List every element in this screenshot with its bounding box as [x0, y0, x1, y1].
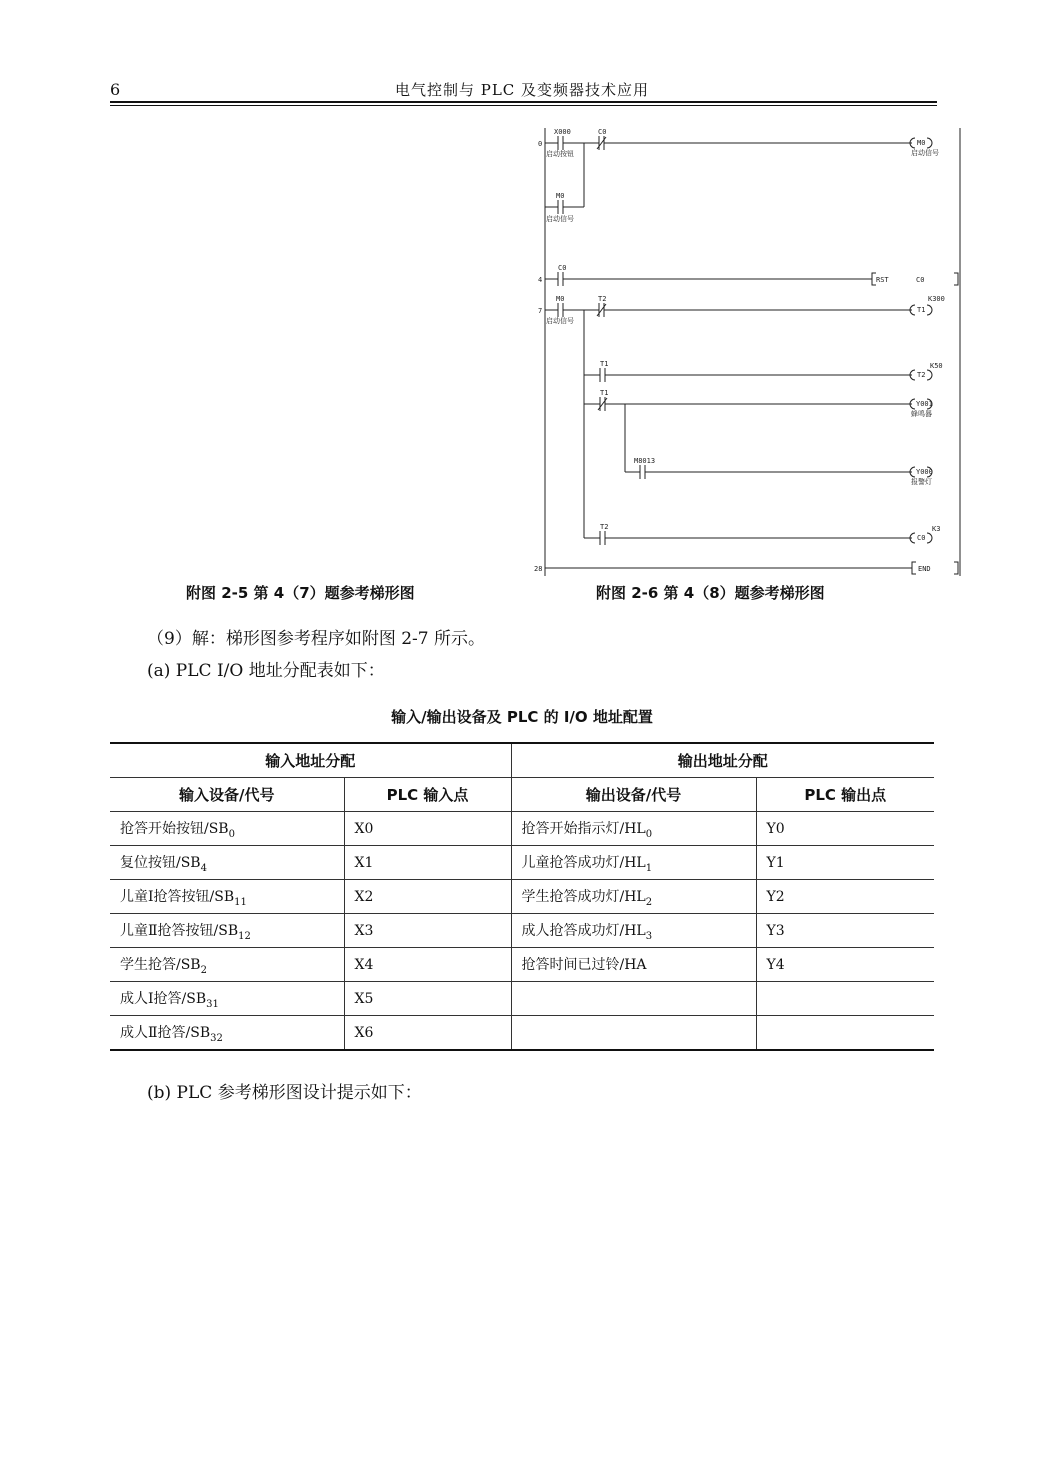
input-point-cell: X6: [344, 1016, 511, 1051]
table-title: 输入/输出设备及 PLC 的 I/O 地址配置: [391, 708, 653, 726]
output-point-cell: Y1: [756, 846, 934, 880]
table-row: [110, 948, 934, 982]
table-group-header-row: [110, 743, 934, 778]
contact-m8013-label: M8013: [634, 457, 656, 465]
input-device-cell-subscript: 11: [234, 896, 247, 908]
coil-m0-comment: 启动信号: [911, 149, 939, 157]
column-header-plc-input: PLC 输入点: [344, 778, 511, 812]
contact-x000-comment: 启动按钮: [546, 150, 574, 158]
input-group-header: 输入地址分配: [110, 743, 511, 778]
input-device-cell: [110, 1016, 344, 1051]
input-device-cell-text: 成人Ⅰ抢答/SB: [120, 990, 207, 1007]
page-number: 6: [110, 80, 121, 99]
input-device-cell-text: 抢答开始按钮/SB: [120, 820, 229, 837]
output-device-cell-text: 抢答时间已过铃/HA: [521, 956, 647, 973]
ladder-diagram: [530, 124, 970, 584]
output-device-cell-subscript: 1: [645, 862, 653, 874]
contact-c0-no-label: C0: [558, 264, 567, 272]
coil-y000-label: Y000: [916, 468, 933, 476]
instr-rst-label: RST: [876, 276, 889, 284]
contact-x000-label: X000: [554, 128, 571, 136]
output-device-cell-text: 成人抢答成功灯/HL: [521, 922, 646, 939]
output-point-cell: Y4: [756, 948, 934, 982]
ladder-step-0: 0: [538, 140, 543, 148]
coil-c0-k: K3: [932, 525, 941, 533]
input-device-cell-subscript: 4: [200, 862, 207, 874]
contact-t2-no-label: T2: [600, 523, 609, 531]
paragraph-ladder-hint: (b) PLC 参考梯形图设计提示如下：: [147, 1083, 422, 1103]
input-device-cell-subscript: 31: [206, 998, 219, 1010]
table-row: [110, 914, 934, 948]
ladder-step-28: 28: [534, 565, 543, 573]
input-device-cell-text: 儿童Ⅰ抢答按钮/SB: [120, 888, 235, 905]
input-device-cell-subscript: 12: [238, 930, 251, 942]
input-device-cell-text: 儿童Ⅱ抢答按钮/SB: [120, 922, 239, 939]
input-device-cell-subscript: 32: [210, 1032, 223, 1044]
coil-t1-label: T1: [917, 306, 926, 314]
header-rule-thick: [110, 101, 937, 103]
output-device-cell: [511, 948, 756, 982]
coil-t2-label: T2: [917, 371, 926, 379]
input-device-cell: [110, 880, 344, 914]
output-point-cell: Y2: [756, 880, 934, 914]
table-row: [110, 1016, 934, 1051]
contact-m0-label: M0: [556, 192, 565, 200]
contact-m0-b-label: M0: [556, 295, 565, 303]
instr-rst-target: C0: [916, 276, 925, 284]
input-point-cell: X0: [344, 812, 511, 846]
input-device-cell-subscript: 0: [228, 828, 235, 840]
paragraph-io-table-intro: (a) PLC I/O 地址分配表如下：: [147, 661, 385, 681]
table-row: [110, 846, 934, 880]
output-device-cell-subscript: 3: [645, 930, 653, 942]
table-row: [110, 982, 934, 1016]
output-device-cell-text: 儿童抢答成功灯/HL: [521, 854, 646, 871]
ladder-step-4: 4: [538, 276, 543, 284]
output-group-header: 输出地址分配: [511, 743, 934, 778]
output-device-cell: [511, 846, 756, 880]
input-device-cell-subscript: 2: [200, 964, 207, 976]
output-device-cell-subscript: 2: [645, 896, 653, 908]
column-header-plc-output: PLC 输出点: [756, 778, 934, 812]
contact-t1-nc-label: T1: [600, 389, 609, 397]
io-address-table: [110, 742, 934, 1051]
output-device-cell-subscript: 0: [645, 828, 653, 840]
input-point-cell: X5: [344, 982, 511, 1016]
contact-m0-comment: 启动信号: [546, 215, 574, 223]
output-device-cell: [511, 812, 756, 846]
instr-end-label: END: [918, 565, 931, 573]
output-device-cell: [511, 1016, 756, 1051]
header-rule-thin: [110, 105, 937, 106]
input-point-cell: X2: [344, 880, 511, 914]
coil-y000-comment: 报警灯: [911, 478, 932, 486]
output-device-cell-text: 抢答开始指示灯/HL: [521, 820, 646, 837]
contact-t2-nc-label: T2: [598, 295, 607, 303]
column-header-input-device: 输入设备/代号: [110, 778, 344, 812]
input-device-cell: [110, 846, 344, 880]
table-row: [110, 880, 934, 914]
coil-y001-label: Y001: [916, 400, 933, 408]
figure-caption-2-5: 附图 2-5 第 4（7）题参考梯形图: [186, 584, 415, 602]
contact-m0-b-comment: 启动信号: [546, 317, 574, 325]
input-device-cell-text: 复位按钮/SB: [120, 854, 201, 871]
input-device-cell-text: 成人Ⅱ抢答/SB: [120, 1024, 211, 1041]
output-device-cell: [511, 914, 756, 948]
output-device-cell: [511, 880, 756, 914]
input-device-cell: [110, 982, 344, 1016]
contact-t1-no-label: T1: [600, 360, 609, 368]
ladder-step-7: 7: [538, 307, 543, 315]
output-device-cell: [511, 982, 756, 1016]
input-device-cell: [110, 812, 344, 846]
input-device-cell: [110, 948, 344, 982]
coil-m0-label: M0: [917, 139, 926, 147]
column-header-output-device: 输出设备/代号: [511, 778, 756, 812]
output-point-cell: [756, 982, 934, 1016]
coil-t2-k: K50: [930, 362, 943, 370]
figure-caption-2-6: 附图 2-6 第 4（8）题参考梯形图: [596, 584, 825, 602]
coil-y001-comment: 蜂鸣器: [911, 410, 932, 418]
paragraph-solution-9: （9）解：梯形图参考程序如附图 2-7 所示。: [147, 629, 485, 649]
input-point-cell: X1: [344, 846, 511, 880]
input-point-cell: X4: [344, 948, 511, 982]
table-row: [110, 812, 934, 846]
output-point-cell: [756, 1016, 934, 1051]
input-device-cell: [110, 914, 344, 948]
running-header-title: 电气控制与 PLC 及变频器技术应用: [394, 81, 650, 99]
table-header-row: [110, 778, 934, 812]
contact-c0-nc-label: C0: [598, 128, 607, 136]
output-device-cell-text: 学生抢答成功灯/HL: [521, 888, 646, 905]
coil-c0-label: C0: [917, 534, 926, 542]
coil-t1-k: K300: [928, 295, 945, 303]
input-device-cell-text: 学生抢答/SB: [120, 956, 201, 973]
output-point-cell: Y3: [756, 914, 934, 948]
output-point-cell: Y0: [756, 812, 934, 846]
input-point-cell: X3: [344, 914, 511, 948]
